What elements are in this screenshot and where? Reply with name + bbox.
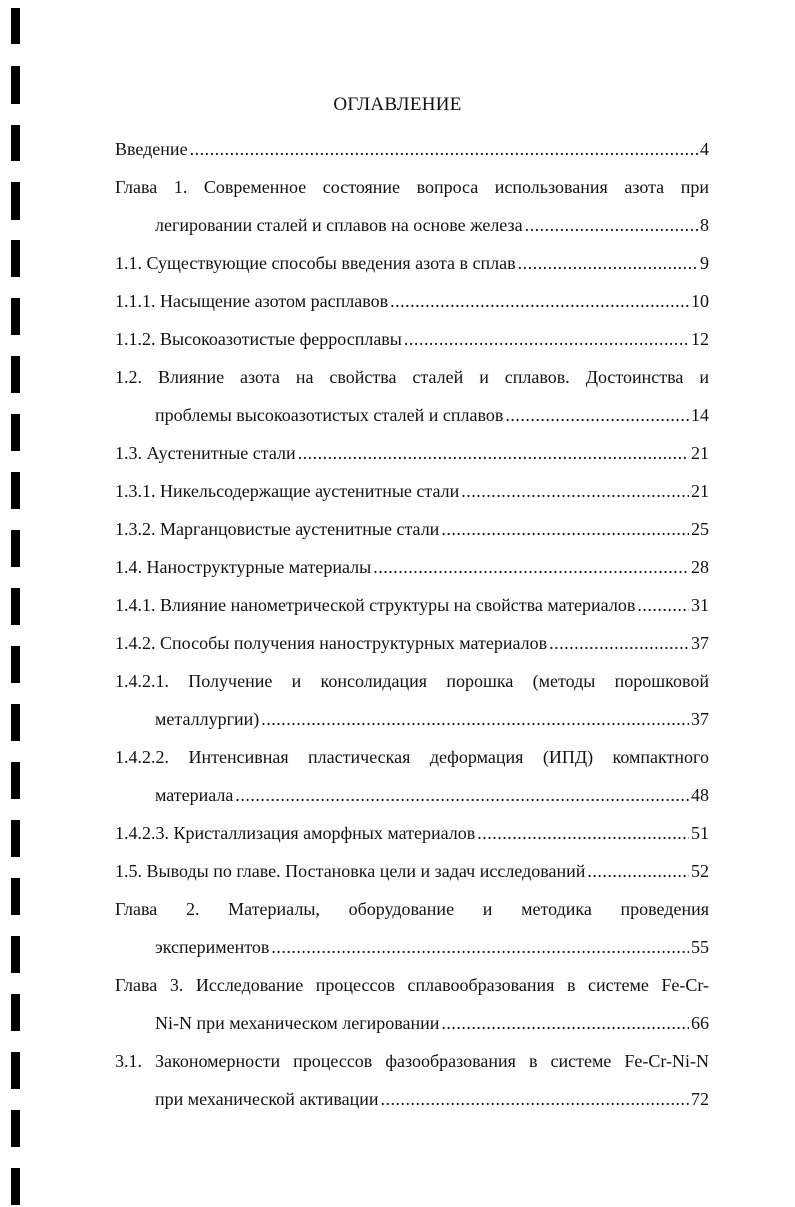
leader-dots [261, 700, 689, 738]
toc-page-number: 4 [700, 139, 709, 159]
leader-dots [587, 852, 689, 890]
toc-entry[interactable] [115, 244, 709, 282]
binding-hole [11, 704, 20, 741]
binding-hole [11, 530, 20, 567]
toc-page-number: 14 [691, 405, 709, 425]
toc-page-number: 21 [691, 481, 709, 501]
toc-page-number: 52 [691, 861, 709, 881]
toc-entry[interactable] [115, 130, 709, 168]
leader-dots [505, 396, 689, 434]
toc-entry-text: 1.4.2.3. Кристаллизация аморфных материалов [115, 823, 476, 843]
toc-entry-text: при механической активации [155, 1089, 379, 1109]
toc-entry-first-line: 3.1. Закономерности процессов фазообразования в системе Fe-Cr-Ni-N [115, 1051, 709, 1071]
binding-hole [11, 994, 20, 1031]
toc-entry-text: Ni-N при механическом легировании [155, 1013, 440, 1033]
toc-page-number: 48 [691, 785, 709, 805]
toc-page-number: 25 [691, 519, 709, 539]
toc-entry-text: 1.3. Аустенитные стали [115, 443, 296, 463]
toc-entry-text: легировании сталей и сплавов на основе железа [155, 215, 523, 235]
toc-entry-text: 1.1.2. Высокоазотистые ферросплавы [115, 329, 402, 349]
toc-entry-text: Введение [115, 139, 188, 159]
toc-page-number: 28 [691, 557, 709, 577]
toc-page-number: 8 [700, 215, 709, 235]
leader-dots [373, 548, 689, 586]
leader-dots [637, 586, 689, 624]
toc-page-number: 10 [691, 291, 709, 311]
toc-entry-text: 1.3.1. Никельсодержащие аустенитные стали [115, 481, 460, 501]
toc-entry-text: 1.5. Выводы по главе. Постановка цели и задач исследований [115, 861, 586, 881]
binding-hole [11, 1052, 20, 1089]
toc-page-number: 21 [691, 443, 709, 463]
toc-entry[interactable] [115, 624, 709, 662]
binding-hole [11, 646, 20, 683]
toc-entry[interactable] [115, 320, 709, 358]
toc-entry-first-line: Глава 1. Современное состояние вопроса использования азота при [115, 177, 709, 197]
binding-hole [11, 356, 20, 393]
binding-hole [11, 125, 20, 161]
binding-hole [11, 8, 20, 44]
toc-entry-first-line: Глава 2. Материалы, оборудование и методика проведения [115, 899, 709, 919]
toc-page-number: 37 [691, 709, 709, 729]
toc-entry[interactable] [115, 168, 709, 244]
toc-entry[interactable] [115, 472, 709, 510]
binding-hole [11, 820, 20, 857]
toc-entry[interactable] [115, 282, 709, 320]
binding-hole [11, 414, 20, 451]
toc-entry-first-line: Глава 3. Исследование процессов сплавообразования в системе Fe-Cr- [115, 975, 709, 995]
toc-entry-text: 1.1.1. Насыщение азотом расплавов [115, 291, 389, 311]
binding-holes [0, 0, 30, 1207]
binding-hole [11, 240, 20, 277]
binding-hole [11, 1168, 20, 1205]
toc-entry-text: 1.1. Существующие способы введения азота в сплав [115, 253, 516, 273]
leader-dots [190, 130, 698, 168]
leader-dots [441, 1004, 689, 1042]
leader-dots [441, 510, 689, 548]
binding-hole [11, 588, 20, 625]
leader-dots [404, 320, 689, 358]
toc-entry[interactable] [115, 852, 709, 890]
toc-entry[interactable] [115, 548, 709, 586]
toc-entry-text: 1.3.2. Марганцовистые аустенитные стали [115, 519, 440, 539]
toc-entry-text: 1.4.2. Способы получения наноструктурных материалов [115, 633, 548, 653]
toc-entry-text: материала [155, 785, 234, 805]
toc-entry[interactable] [115, 586, 709, 624]
leader-dots [549, 624, 689, 662]
toc-entry-text: 1.4. Наноструктурные материалы [115, 557, 372, 577]
toc-entry[interactable] [115, 738, 709, 814]
leader-dots [525, 206, 698, 244]
binding-hole [11, 878, 20, 915]
leader-dots [461, 472, 689, 510]
toc-entry-text: экспериментов [155, 937, 270, 957]
toc-page-number: 72 [691, 1089, 709, 1109]
table-of-contents [115, 130, 709, 1118]
binding-hole [11, 472, 20, 509]
toc-entry-first-line: 1.4.2.2. Интенсивная пластическая деформация (ИПД) компактного [115, 747, 709, 767]
binding-hole [11, 182, 20, 220]
toc-entry[interactable] [115, 434, 709, 472]
toc-page-number: 51 [691, 823, 709, 843]
leader-dots [390, 282, 689, 320]
toc-entry[interactable] [115, 510, 709, 548]
toc-entry[interactable] [115, 358, 709, 434]
leader-dots [298, 434, 689, 472]
toc-entry-text: металлургии) [155, 709, 260, 729]
leader-dots [271, 928, 689, 966]
toc-page-number: 9 [700, 253, 709, 273]
page-title: ОГЛАВЛЕНИЕ [333, 94, 462, 115]
toc-page-number: 31 [691, 595, 709, 615]
leader-dots [518, 244, 698, 282]
toc-page-number: 55 [691, 937, 709, 957]
binding-hole [11, 298, 20, 335]
leader-dots [235, 776, 689, 814]
leader-dots [477, 814, 689, 852]
toc-entry[interactable] [115, 1042, 709, 1118]
leader-dots [381, 1080, 689, 1118]
toc-entry[interactable] [115, 662, 709, 738]
binding-hole [11, 762, 20, 799]
toc-entry-first-line: 1.4.2.1. Получение и консолидация порошка (методы порошковой [115, 671, 709, 691]
toc-entry-first-line: 1.2. Влияние азота на свойства сталей и сплавов. Достоинства и [115, 367, 709, 387]
toc-entry[interactable] [115, 890, 709, 966]
toc-entry[interactable] [115, 966, 709, 1042]
toc-page-number: 66 [691, 1013, 709, 1033]
toc-entry-text: проблемы высокоазотистых сталей и сплавов [155, 405, 504, 425]
toc-entry-text: 1.4.1. Влияние нанометрической структуры на свойства материалов [115, 595, 636, 615]
toc-page-number: 12 [691, 329, 709, 349]
toc-entry[interactable] [115, 814, 709, 852]
toc-page-number: 37 [691, 633, 709, 653]
binding-hole [11, 1110, 20, 1147]
binding-hole [11, 936, 20, 973]
